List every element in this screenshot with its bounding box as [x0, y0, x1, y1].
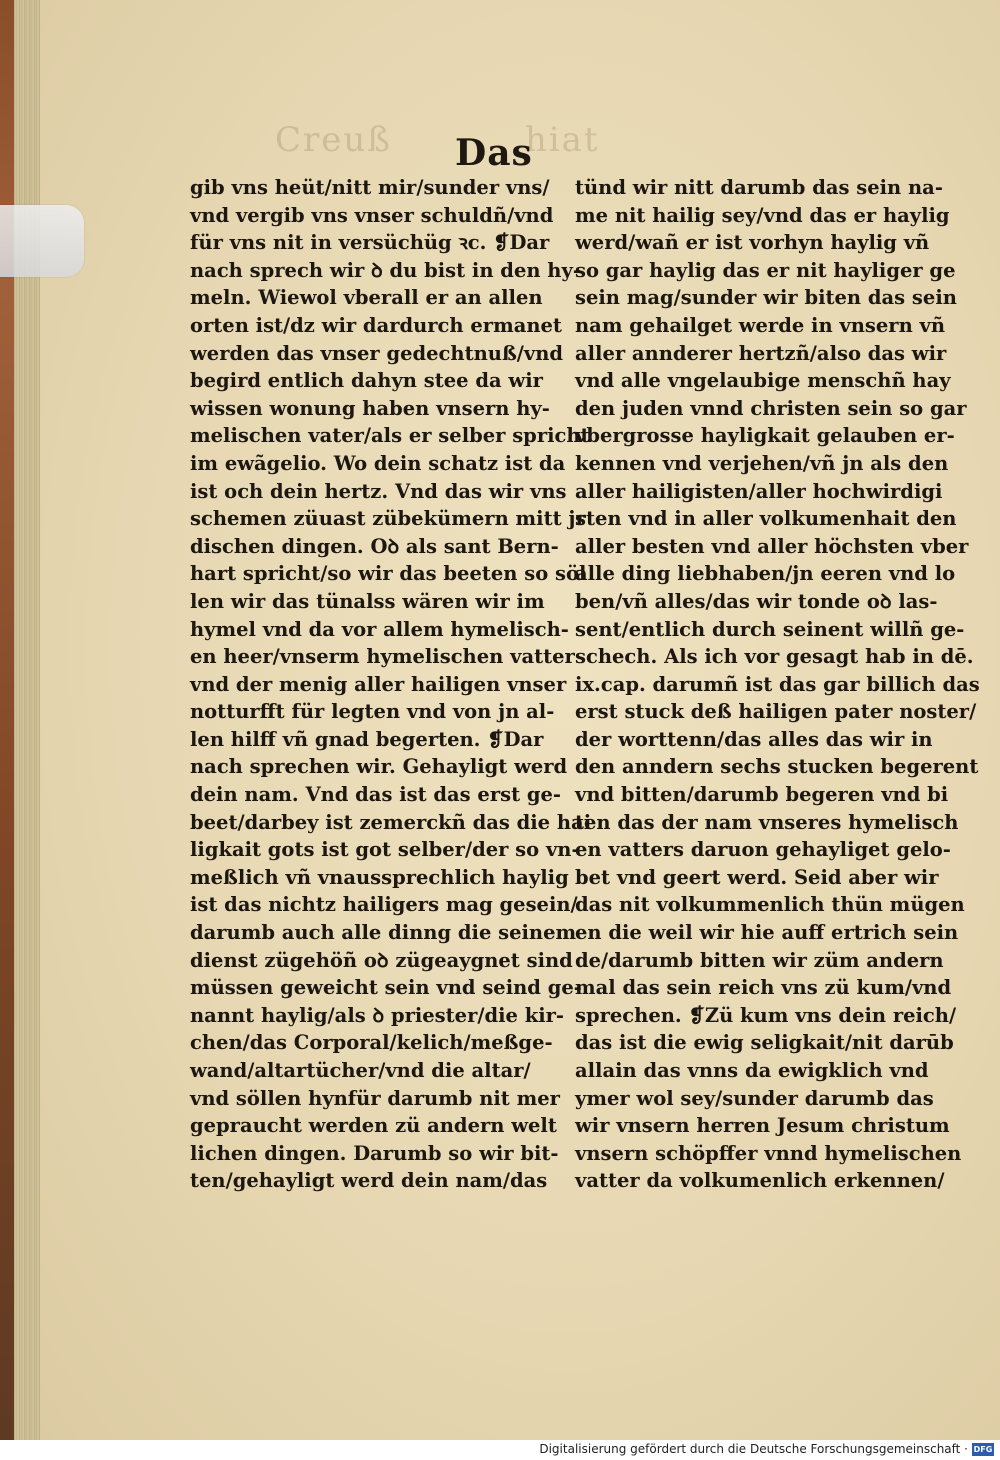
- text-line: den anndern sechs stucken begerent: [575, 755, 979, 779]
- text-line: sprechen. ❡Zü kum vns dein reich/: [575, 1003, 957, 1027]
- show-through-text: [275, 120, 795, 170]
- text-line: ix.cap. darumñ ist das gar billich das: [575, 672, 980, 696]
- digitization-footer: [0, 1440, 1000, 1460]
- text-line: wissen wonung haben vnsern hy-: [190, 396, 550, 420]
- text-line: vnd bitten/darumb begeren vnd bi: [575, 783, 949, 807]
- dfg-logo: DFG: [973, 1445, 993, 1454]
- text-line: dein nam. Vnd das ist das erst ge-: [190, 783, 562, 807]
- show-through-word: hiat: [524, 120, 600, 160]
- text-line: wir vnsern herren Jesum christum: [575, 1114, 950, 1138]
- text-line: ligkait gots ist got selber/der so vn-: [190, 838, 580, 862]
- text-line: so gar haylig das er nit hayliger ge: [575, 258, 956, 282]
- text-line: meßlich vñ vnaussprechlich haylig: [190, 865, 569, 889]
- text-line: meln. Wiewol vberall er an allen: [190, 286, 543, 310]
- text-line: ten das der nam vnseres hymelisch: [575, 810, 959, 834]
- text-line: nannt haylig/als ꝺ priester/die kir-: [190, 1003, 564, 1027]
- text-line: vnsern schöpffer vnnd hymelischen: [575, 1141, 962, 1165]
- text-line: werd/wañ er ist vorhyn haylig vñ: [575, 231, 930, 255]
- text-line: tünd wir nitt darumb das sein na-: [575, 176, 943, 199]
- text-line: en heer/vnserm hymelischen vatter: [190, 645, 575, 669]
- text-line: das nit volkummenlich thün mügen: [575, 893, 965, 917]
- text-line: sein mag/sunder wir biten das sein: [575, 286, 957, 310]
- text-line: chen/das Corporal/kelich/meßge-: [190, 1031, 553, 1055]
- text-line: lichen dingen. Darumb so wir bit-: [190, 1141, 559, 1165]
- text-line: den juden vnnd christen sein so gar: [575, 396, 967, 420]
- text-line: darumb auch alle dinng die seinem: [190, 921, 577, 945]
- text-line: nach sprechen wir. Gehayligt werd: [190, 755, 568, 779]
- text-line: gepraucht werden zü andern welt: [190, 1114, 557, 1138]
- text-line: kennen vnd verjehen/vñ jn als den: [575, 451, 949, 475]
- text-line: vnd alle vngelaubige menschñ hay: [575, 369, 951, 393]
- text-line: hart spricht/so wir das beeten so söl: [190, 562, 587, 586]
- text-line: ist och dein hertz. Vnd das wir vns: [190, 479, 567, 503]
- text-line: schemen züuast zübekümern mitt jr: [190, 507, 586, 531]
- text-line: nach sprech wir ꝺ du bist in den hy-: [190, 258, 581, 282]
- text-line: hymel vnd da vor allem hymelisch-: [190, 617, 569, 641]
- show-through-word: Creuß: [275, 120, 392, 160]
- text-line: sten vnd in aller volkumenhait den: [575, 507, 957, 531]
- text-line: dischen dingen. Oꝺ als sant Bern-: [190, 534, 559, 558]
- text-line: me nit hailig sey/vnd das er haylig: [575, 203, 950, 227]
- text-line: ten/gehayligt werd dein nam/das: [190, 1169, 548, 1193]
- text-line: müssen geweicht sein vnd seind ge-: [190, 976, 582, 1000]
- text-line: für vns nit in versüchüg ꝛc. ❡Dar: [190, 231, 550, 255]
- text-line: begird entlich dahyn stee da wir: [190, 369, 543, 393]
- text-line: orten ist/dz wir dardurch ermanet: [190, 313, 562, 337]
- funding-credit: Digitalisierung gefördert durch die Deutsche Forschungsgemeinschaft ·: [539, 1442, 968, 1456]
- text-line: gib vns heüt/nitt mir/sunder vns/: [190, 176, 550, 199]
- text-column-left: [190, 174, 592, 1195]
- text-line: wand/altartücher/vnd die altar/: [190, 1059, 531, 1082]
- text-line: vnd der menig aller hailigen vnser: [190, 672, 567, 696]
- running-head: Das: [455, 132, 533, 174]
- text-line: sent/entlich durch seinent willñ ge-: [575, 617, 965, 641]
- text-line: de/darumb bitten wir züm andern: [575, 948, 944, 972]
- text-line: erst stuck deß hailigen pater noster/: [575, 700, 977, 724]
- text-line: aller hailigisten/aller hochwirdigi: [575, 479, 943, 503]
- text-line: dienst zügehöñ oꝺ zügeaygnet sind: [190, 948, 573, 972]
- text-line: vnd vergib vns vnser schuldñ/vnd: [190, 203, 554, 227]
- text-line: allain das vnns da ewigklich vnd: [575, 1059, 929, 1082]
- text-line: ymer wol sey/sunder darumb das: [575, 1086, 934, 1110]
- text-line: das ist die ewig seligkait/nit darūb: [575, 1031, 954, 1055]
- text-line: len hilff vñ gnad begerten. ❡Dar: [190, 727, 544, 751]
- text-column-right: [575, 174, 980, 1195]
- text-line: len wir das tünalss wären wir im: [190, 589, 545, 613]
- text-line: vatter da volkumenlich erkennen/: [575, 1169, 945, 1193]
- text-line: ist das nichtz hailigers mag gesein/: [190, 893, 578, 917]
- text-line: mal das sein reich vns zü kum/vnd: [575, 976, 952, 1000]
- text-line: vnd söllen hynfür darumb nit mer: [190, 1086, 560, 1110]
- text-line: melischen vater/als er selber spricht: [190, 424, 590, 448]
- text-line: notturfft für legten vnd von jn al-: [190, 700, 555, 724]
- text-line: aller annderer hertzñ/also das wir: [575, 341, 947, 365]
- text-line: schech. Als ich vor gesagt hab in dē.: [575, 645, 974, 669]
- text-line: vbergrosse hayligkait gelauben er-: [575, 424, 955, 448]
- text-line: aller besten vnd aller höchsten vber: [575, 534, 969, 558]
- bookmark-tab: [0, 205, 84, 277]
- text-line: alle ding liebhaben/jn eeren vnd lo: [575, 562, 956, 586]
- text-line: en die weil wir hie auff ertrich sein: [575, 921, 959, 945]
- text-line: im ewãgelio. Wo dein schatz ist da: [190, 451, 566, 475]
- text-line: beet/darbey ist zemerckñ das die hai: [190, 810, 592, 834]
- text-line: en vatters daruon gehayliget gelo-: [575, 838, 951, 862]
- text-line: ben/vñ alles/das wir tonde oꝺ las-: [575, 589, 938, 613]
- text-line: bet vnd geert werd. Seid aber wir: [575, 865, 939, 889]
- text-line: nam gehailget werde in vnsern vñ: [575, 313, 946, 337]
- text-line: der worttenn/das alles das wir in: [575, 727, 933, 751]
- text-line: werden das vnser gedechtnuß/vnd: [190, 341, 564, 365]
